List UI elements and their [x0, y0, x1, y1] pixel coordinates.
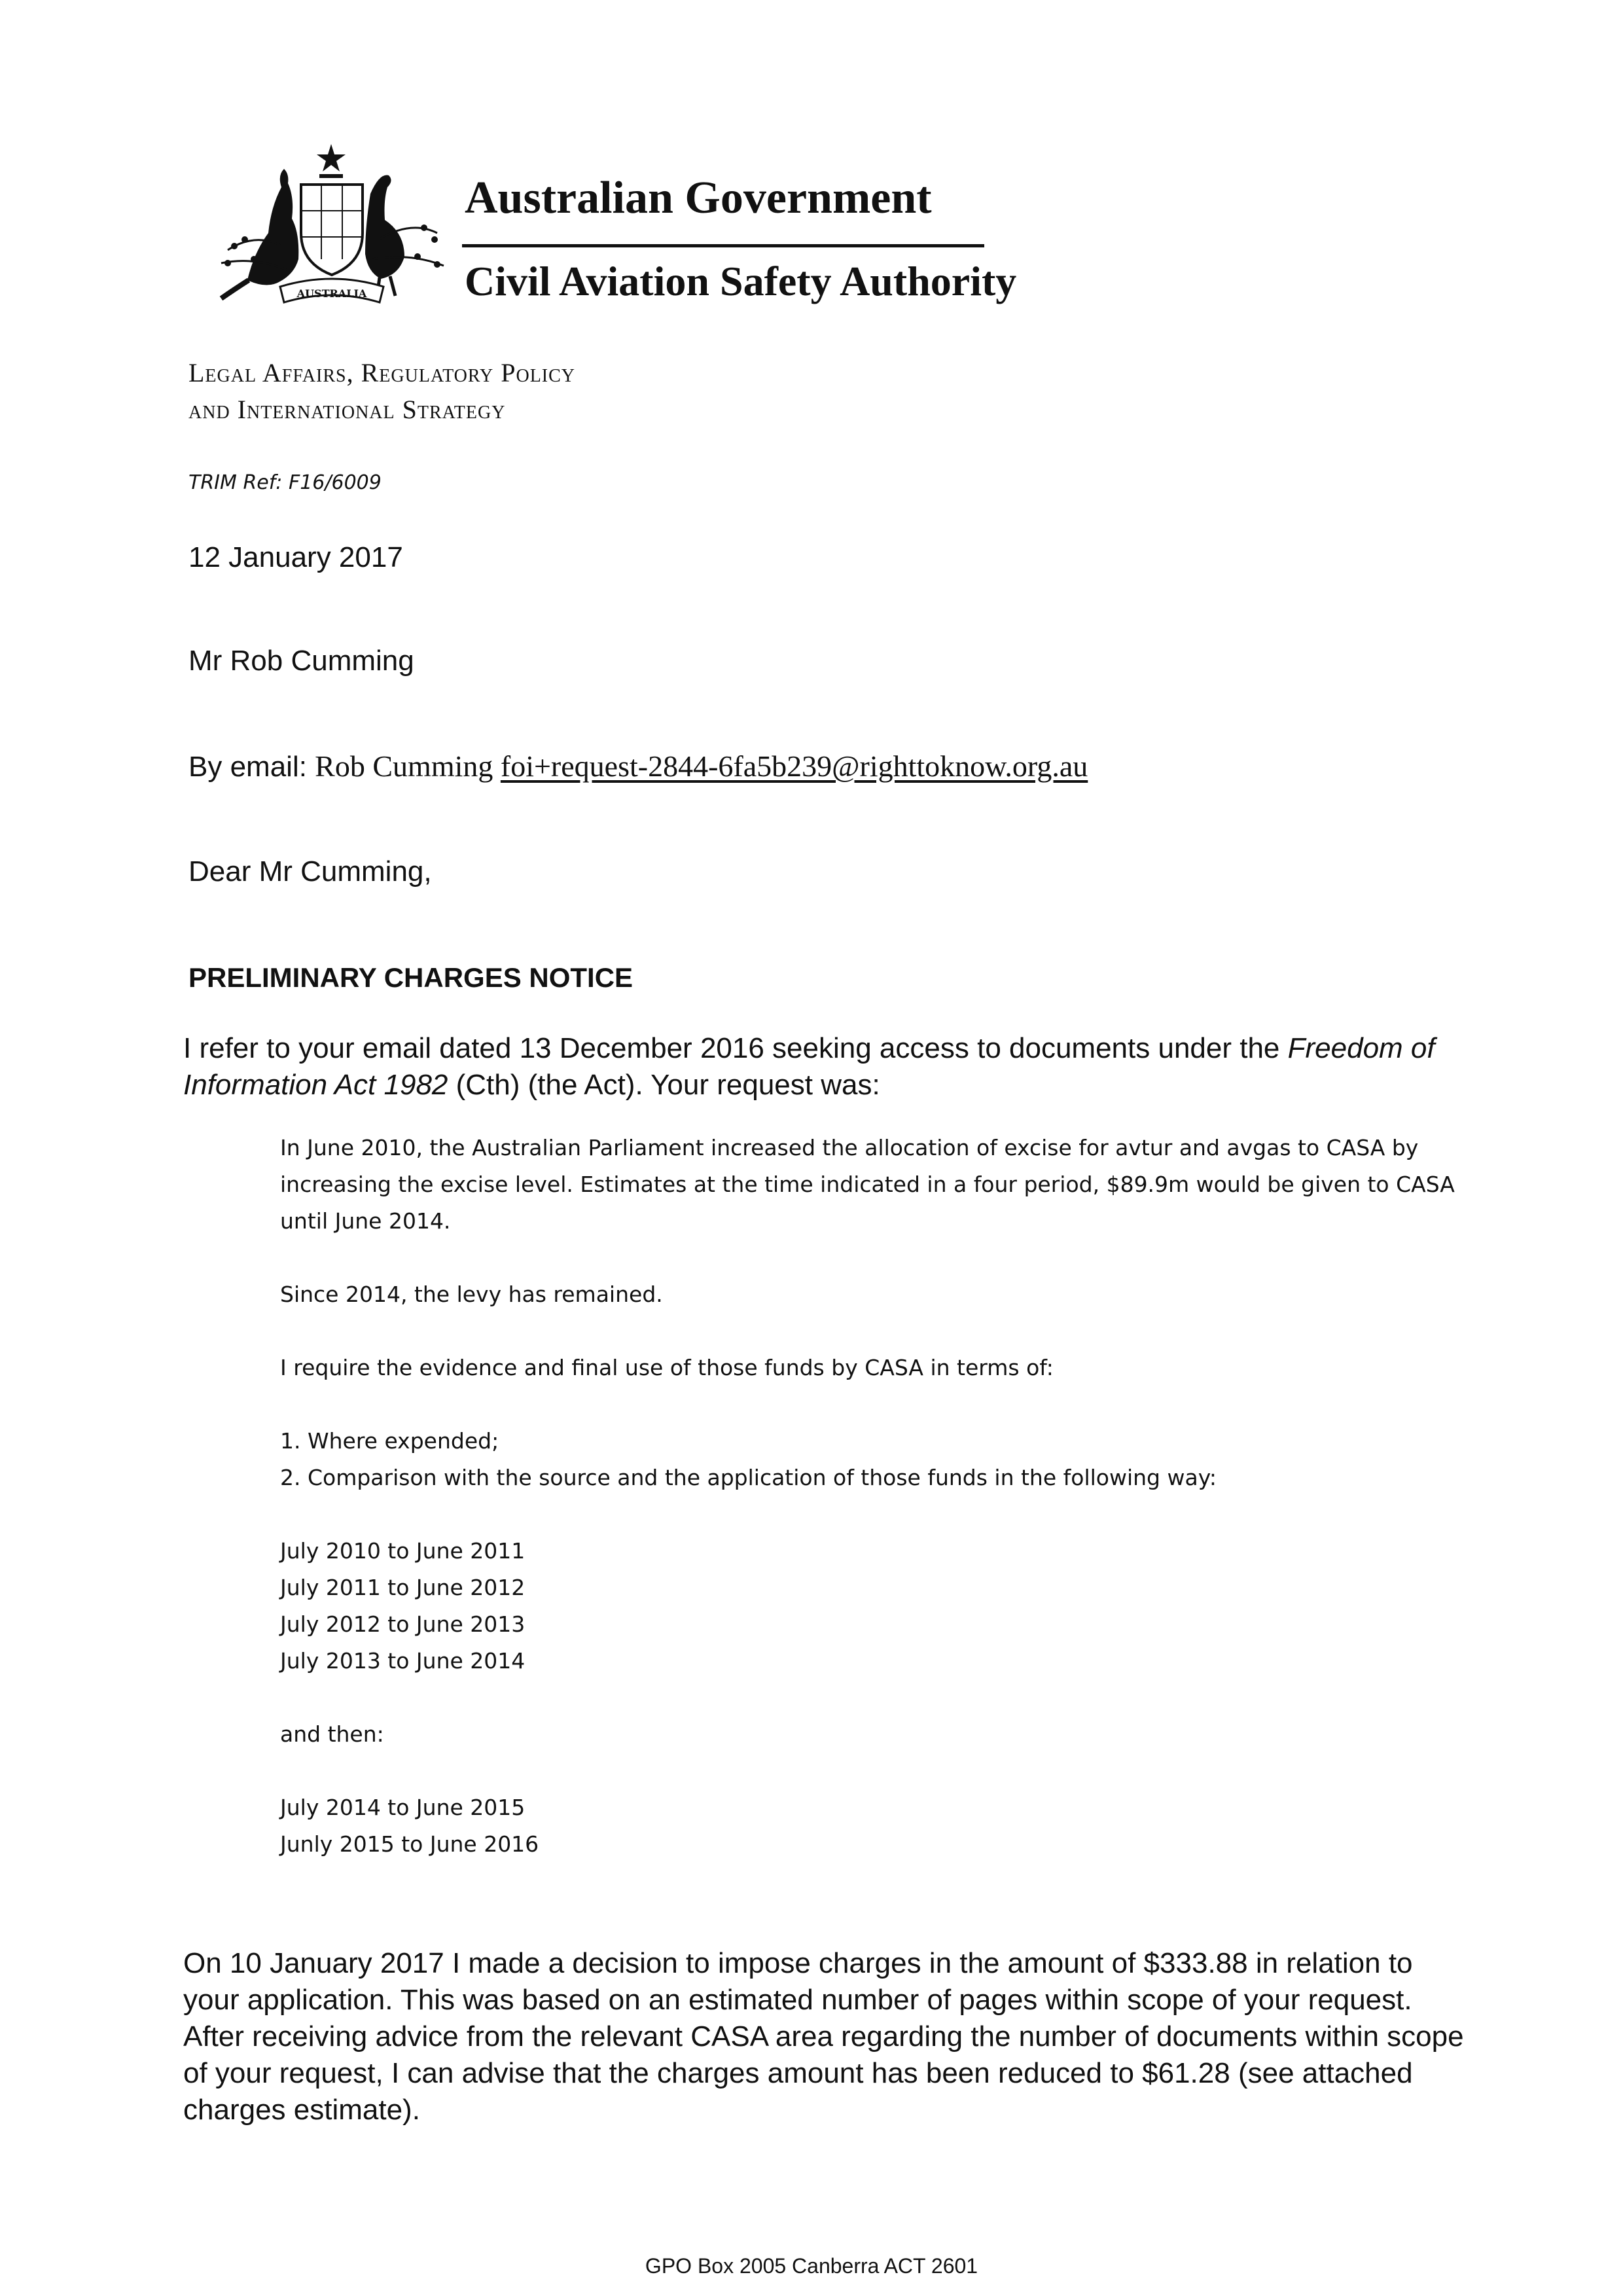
period-item: July 2010 to June 2011	[280, 1538, 526, 1564]
request-quote	[280, 1130, 1458, 1863]
notice-heading: PRELIMINARY CHARGES NOTICE	[188, 962, 633, 993]
division-line-1: Legal Affairs, Regulatory Policy	[188, 358, 576, 387]
quote-paragraph: In June 2010, the Australian Parliament increased the allocation of excise for avtur and avgas to CASA by increasing the excise level. Estimates at the time indicated in a four period, $89.9m would be given to CASA until June 2014.	[280, 1135, 1455, 1234]
period-item: July 2012 to June 2013	[280, 1611, 526, 1637]
act-title: Freedom of Information Act 1982	[183, 1032, 1435, 1101]
quote-paragraph: Since 2014, the levy has remained.	[280, 1282, 663, 1307]
period-item: July 2014 to June 2015	[280, 1795, 526, 1820]
trim-reference: TRIM Ref: F16/6009	[188, 471, 382, 494]
quote-paragraph: I require the evidence and final use of those funds by CASA in terms of:	[280, 1355, 1054, 1380]
quote-paragraph: and then:	[280, 1721, 384, 1747]
government-name: Australian Government	[465, 173, 932, 223]
intro-text-end: (Cth) (the Act). Your request was:	[448, 1069, 880, 1101]
list-item: 1. Where expended;	[280, 1428, 499, 1454]
division-name	[188, 355, 575, 428]
intro-text-start: I refer to your email dated 13 December 2016 seeking access to documents under the	[183, 1032, 1288, 1064]
email-name: Rob Cumming	[315, 749, 501, 783]
coat-of-arms-icon	[208, 135, 450, 322]
charges-paragraph: On 10 January 2017 I made a decision to impose charges in the amount of $333.88 in relation to your application. This was based on an estimated number of pages within scope of your request. After receiving advice from the relevant CASA area regarding the number of documents within scope of your request, I can advise that the charges amount has been reduced to $61.28 (see attached charges estimate).	[183, 1947, 1464, 2126]
period-item: July 2011 to June 2012	[280, 1575, 526, 1600]
footer-address: GPO Box 2005 Canberra ACT 2601	[645, 2254, 978, 2278]
period-item: July 2013 to June 2014	[280, 1648, 526, 1674]
recipient-name: Mr Rob Cumming	[188, 645, 414, 677]
salutation: Dear Mr Cumming,	[188, 855, 432, 888]
division-line-2: and International Strategy	[188, 395, 506, 424]
header-divider	[462, 244, 984, 247]
email-link[interactable]: foi+request-2844-6fa5b239@righttoknow.org.au	[500, 749, 1088, 783]
svg-text:AUSTRALIA: AUSTRALIA	[296, 287, 367, 300]
letter-date: 12 January 2017	[188, 541, 403, 573]
email-line	[188, 751, 1088, 781]
agency-name: Civil Aviation Safety Authority	[465, 258, 1017, 304]
email-prefix: By email:	[188, 751, 315, 783]
intro-paragraph	[183, 1030, 1466, 1103]
period-item: Junly 2015 to June 2016	[280, 1831, 539, 1857]
list-item: 2. Comparison with the source and the application of those funds in the following way:	[280, 1465, 1217, 1490]
